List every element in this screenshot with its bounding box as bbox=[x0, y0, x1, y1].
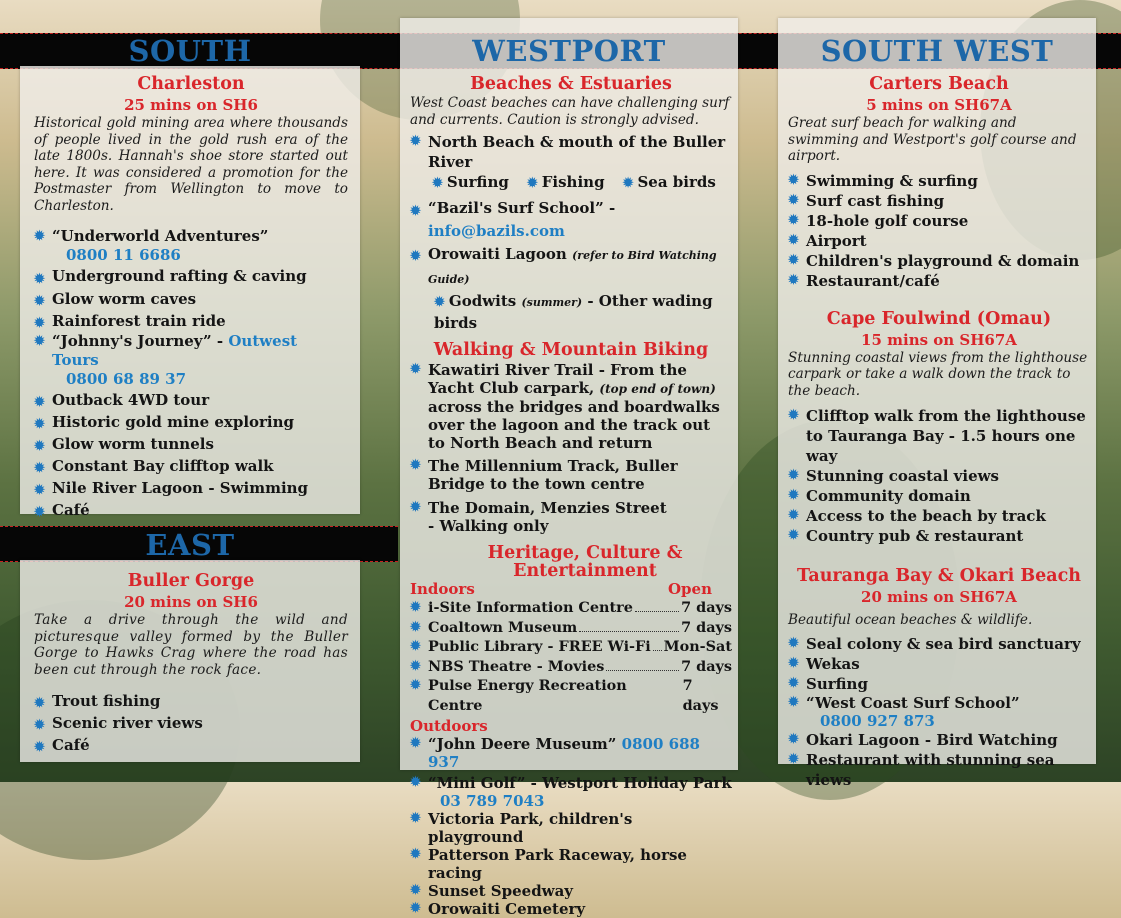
list-item: ✹ Airport bbox=[788, 231, 867, 250]
beaches-intro: West Coast beaches can have challenging surf and currents. Caution is strongly advised. bbox=[410, 95, 730, 128]
open-label: Open bbox=[667, 580, 712, 599]
bullet-icon: ✹ bbox=[410, 619, 421, 635]
bullet-icon: ✹ bbox=[34, 740, 45, 756]
south-place: Charleston bbox=[137, 74, 245, 94]
leader-dots bbox=[606, 670, 679, 671]
bullet-icon: ✹ bbox=[410, 639, 421, 655]
list-item: ✹ 18-hole golf course bbox=[788, 211, 969, 230]
bullet-icon: ✹ bbox=[410, 736, 421, 752]
indoors-label: Indoors bbox=[410, 580, 475, 599]
bullet-icon: ✹ bbox=[34, 416, 45, 432]
walking-heading: Walking & Mountain Biking bbox=[433, 340, 709, 361]
indoor-item: ✹ Coaltown Museum 7 days bbox=[410, 618, 732, 636]
bullet-icon: ✹ bbox=[788, 656, 799, 672]
list-item: ✹ Orowaiti Lagoon (refer to Bird Watching Guide) bbox=[410, 245, 717, 287]
list-item: ✹ Orowaiti Cemetery bbox=[410, 900, 586, 918]
list-item: ✹ Children's playground & domain bbox=[788, 251, 1080, 270]
list-item: ✹ Glow worm tunnels bbox=[34, 433, 348, 455]
bullet-icon: ✹ bbox=[788, 272, 799, 288]
bullet-icon: ✹ bbox=[34, 228, 45, 244]
bullet-icon: ✹ bbox=[788, 172, 799, 188]
bullet-icon: ✹ bbox=[788, 212, 799, 228]
bullet-icon: ✹ bbox=[622, 176, 634, 192]
bullet-icon: ✹ bbox=[34, 271, 45, 287]
list-item: ✹ Glow worm caves bbox=[34, 288, 348, 310]
westport-title: WESTPORT bbox=[472, 34, 666, 68]
foulwind-place: Cape Foulwind (Omau) bbox=[826, 308, 1052, 329]
list-item: ✹ “Bazil's Surf School” - info@bazils.com bbox=[410, 199, 616, 241]
bullet-icon: ✹ bbox=[410, 811, 421, 827]
bullet-icon: ✹ bbox=[410, 362, 421, 378]
indoor-item: ✹ NBS Theatre - Movies 7 days bbox=[410, 657, 732, 675]
list-item: ✹ Underground rafting & caving bbox=[34, 265, 348, 288]
list-item: ✹ “Johnny's Journey” - Outwest Tours 0800 68 89 37 bbox=[34, 331, 298, 388]
bullet-icon: ✹ bbox=[34, 718, 45, 734]
southwest-section bbox=[788, 74, 1090, 790]
bullet-icon: ✹ bbox=[410, 458, 421, 474]
indoors-header bbox=[410, 580, 732, 598]
list-item: ✹ Victoria Park, children's playground bbox=[410, 810, 633, 847]
list-item: ✹ Rainforest train ride bbox=[34, 310, 348, 332]
bullet-icon: ✹ bbox=[410, 204, 421, 220]
bullet-icon: ✹ bbox=[34, 333, 45, 349]
tauranga-intro: Beautiful ocean beaches & wildlife. bbox=[788, 611, 1033, 628]
bullet-icon: ✹ bbox=[526, 176, 538, 192]
east-title: EAST bbox=[145, 528, 235, 562]
walking-list bbox=[410, 361, 732, 535]
list-item: ✹ Access to the beach by track bbox=[788, 506, 1046, 525]
foulwind-intro: Stunning coastal views from the lighthouse carpark or take a walk down the track to the beach. bbox=[788, 349, 1088, 399]
phone-number: 03 789 7043 bbox=[440, 792, 545, 811]
outdoors-label: Outdoors bbox=[410, 717, 488, 736]
south-distance: 25 mins on SH6 bbox=[124, 96, 258, 114]
list-item: ✹ Restaurant with stunning sea views bbox=[788, 751, 1055, 790]
outwest-tours-link: Outwest Tours bbox=[52, 331, 298, 369]
east-distance: 20 mins on SH6 bbox=[124, 593, 258, 611]
bullet-icon: ✹ bbox=[410, 678, 421, 694]
south-title: SOUTH bbox=[128, 34, 252, 68]
bullet-icon: ✹ bbox=[34, 482, 45, 498]
tauranga-list bbox=[788, 634, 1090, 790]
bullet-icon: ✹ bbox=[410, 901, 421, 917]
heritage-heading: Heritage, Culture & Entertainment bbox=[487, 543, 683, 582]
orowaiti-note: (refer to Bird Watching Guide) bbox=[428, 249, 717, 287]
list-item: ✹ Swimming & surfing bbox=[788, 171, 978, 190]
list-item: ✹ Historic gold mine exploring bbox=[34, 411, 348, 433]
bullet-icon: ✹ bbox=[788, 252, 799, 268]
bullet-icon: ✹ bbox=[432, 176, 443, 192]
bullet-icon: ✹ bbox=[34, 460, 45, 476]
list-item: ✹ Restaurant/café bbox=[788, 271, 940, 290]
bullet-icon: ✹ bbox=[788, 192, 799, 208]
bullet-icon: ✹ bbox=[788, 487, 799, 503]
beaches-list bbox=[410, 132, 732, 172]
list-item: ✹ Outback 4WD tour bbox=[34, 389, 348, 411]
bullet-icon: ✹ bbox=[34, 696, 45, 712]
bullet-icon: ✹ bbox=[410, 600, 421, 616]
list-item: ✹ Sunset Speedway bbox=[410, 882, 574, 901]
bullet-icon: ✹ bbox=[788, 752, 799, 768]
list-item: ✹ Trout fishing bbox=[34, 690, 348, 712]
phone-number: 0800 688 937 bbox=[428, 735, 700, 772]
south-list bbox=[34, 227, 348, 521]
bullet-icon: ✹ bbox=[788, 527, 799, 543]
bullet-icon: ✹ bbox=[788, 732, 799, 748]
list-item: ✹ Community domain bbox=[788, 486, 971, 505]
bullet-icon: ✹ bbox=[34, 315, 45, 331]
list-item: ✹ “West Coast Surf School” 0800 927 873 bbox=[788, 694, 1020, 731]
list-item: ✹ Wekas bbox=[788, 655, 860, 674]
east-place: Buller Gorge bbox=[127, 571, 255, 591]
south-intro: Historical gold mining area where thousands of people lived in the gold rush era of the late 1800s. Hannah's shoe store started out here. It was considered a promotion for the Postmaster from Wellington to move to Charleston. bbox=[34, 115, 348, 214]
bullet-icon: ✹ bbox=[788, 636, 799, 652]
south-section bbox=[34, 74, 348, 521]
carters-place: Carters Beach bbox=[869, 74, 1009, 94]
sub-item: ✹ Sea birds bbox=[622, 173, 716, 192]
bullet-icon: ✹ bbox=[410, 500, 421, 516]
beaches-heading: Beaches & Estuaries bbox=[470, 74, 672, 94]
beaches-list-2 bbox=[410, 197, 732, 291]
north-beach-subitems bbox=[410, 172, 732, 194]
list-item: ✹ Nile River Lagoon - Swimming bbox=[34, 477, 348, 499]
carters-list bbox=[788, 171, 1090, 291]
bullet-icon: ✹ bbox=[34, 504, 45, 520]
tauranga-place: Tauranga Bay & Okari Beach bbox=[797, 565, 1081, 586]
bullet-icon: ✹ bbox=[788, 232, 799, 248]
bullet-icon: ✹ bbox=[788, 467, 799, 483]
bullet-icon: ✹ bbox=[788, 676, 799, 692]
bullet-icon: ✹ bbox=[34, 438, 45, 454]
indoor-item: ✹ Pulse Energy Recreation Centre 7 days bbox=[410, 677, 719, 714]
list-item: ✹ Patterson Park Raceway, horse racing bbox=[410, 846, 687, 883]
east-intro: Take a drive through the wild and picturesque valley formed by the Buller Gorge to Hawks Crag where the road has been cut through the rock face. bbox=[34, 612, 348, 678]
bullet-icon: ✹ bbox=[410, 775, 421, 791]
list-item: ✹ Surf cast fishing bbox=[788, 191, 945, 210]
list-item: ✹ North Beach & mouth of the Buller River bbox=[410, 133, 726, 172]
indoor-item: ✹ Public Library - FREE Wi-Fi Mon-Sat bbox=[410, 638, 732, 656]
east-list bbox=[34, 690, 348, 756]
outdoors-list bbox=[410, 735, 732, 918]
phone-number: 0800 68 89 37 bbox=[66, 369, 187, 388]
list-item: ✹ The Domain, Menzies Street - Walking only bbox=[410, 499, 667, 536]
bullet-icon: ✹ bbox=[434, 295, 445, 311]
phone-number: 0800 927 873 bbox=[820, 712, 935, 731]
indoors-list bbox=[410, 598, 732, 715]
southwest-title: SOUTH WEST bbox=[820, 34, 1054, 68]
list-item: ✹ Stunning coastal views bbox=[788, 466, 999, 485]
foulwind-distance: 15 mins on SH67A bbox=[861, 330, 1017, 349]
east-section bbox=[34, 571, 348, 756]
westport-section bbox=[410, 74, 732, 918]
leader-dots bbox=[579, 631, 679, 632]
bullet-icon: ✹ bbox=[410, 249, 421, 265]
bullet-icon: ✹ bbox=[788, 407, 799, 423]
tauranga-distance: 20 mins on SH67A bbox=[861, 587, 1017, 606]
bullet-icon: ✹ bbox=[34, 293, 45, 309]
list-item: ✹ Seal colony & sea bird sanctuary bbox=[788, 635, 1081, 654]
bullet-icon: ✹ bbox=[410, 658, 421, 674]
leader-dots bbox=[653, 650, 662, 651]
list-item: ✹ Clifftop walk from the lighthouse to Tauranga Bay - 1.5 hours one way bbox=[788, 406, 1086, 465]
list-item: ✹ Constant Bay clifftop walk bbox=[34, 455, 348, 477]
phone-number: 0800 11 6686 bbox=[66, 245, 181, 264]
carters-distance: 5 mins on SH67A bbox=[866, 96, 1012, 114]
bazil-email-link[interactable]: info@bazils.com bbox=[428, 222, 565, 241]
sub-item: ✹ Godwits (summer) - Other wading birds bbox=[434, 292, 713, 333]
leader-dots bbox=[635, 611, 679, 612]
bullet-icon: ✹ bbox=[34, 394, 45, 410]
bullet-icon: ✹ bbox=[410, 883, 421, 899]
list-item: ✹ Café bbox=[34, 734, 348, 756]
sub-item: ✹ Fishing bbox=[526, 173, 605, 192]
bullet-icon: ✹ bbox=[788, 507, 799, 523]
foulwind-list bbox=[788, 406, 1090, 546]
orowaiti-subitems bbox=[410, 291, 732, 333]
bullet-icon: ✹ bbox=[410, 847, 421, 863]
list-item: ✹ Scenic river views bbox=[34, 712, 348, 734]
list-item: ✹ Country pub & restaurant bbox=[788, 526, 1024, 545]
list-item: ✹ “John Deere Museum” 0800 688 937 bbox=[410, 735, 700, 772]
list-item: ✹ Café bbox=[34, 499, 348, 521]
list-item: ✹ Surfing bbox=[788, 675, 868, 694]
sub-item: ✹ Surfing bbox=[432, 173, 509, 192]
indoor-item: ✹ i-Site Information Centre 7 days bbox=[410, 599, 732, 617]
bullet-icon: ✹ bbox=[788, 695, 799, 711]
carters-intro: Great surf beach for walking and swimming and Westport's golf course and airport. bbox=[788, 115, 1077, 165]
list-item: ✹ Okari Lagoon - Bird Watching bbox=[788, 731, 1058, 750]
bullet-icon: ✹ bbox=[410, 134, 421, 150]
list-item: ✹ The Millennium Track, Buller Bridge to the town centre bbox=[410, 457, 678, 494]
list-item: ✹ Kawatiri River Trail - From the Yacht Club carpark, (top end of town) across the bridges and boardwalks over the lagoon and the track out to North Beach and return bbox=[410, 361, 720, 453]
list-item: ✹ “Underworld Adventures” 0800 11 6686 bbox=[34, 226, 269, 264]
list-item: ✹ “Mini Golf” - Westport Holiday Park 03 789 7043 bbox=[410, 774, 732, 811]
